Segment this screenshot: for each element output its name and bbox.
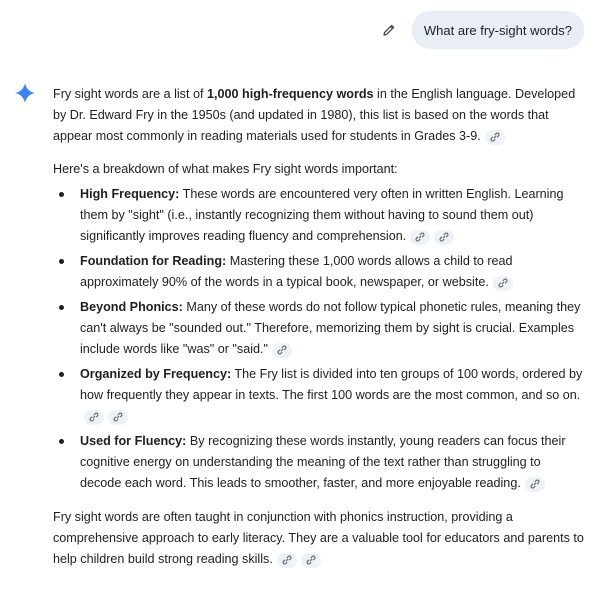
point-title: Beyond Phonics: <box>80 300 183 314</box>
link-icon <box>439 232 449 242</box>
list-item <box>53 431 585 494</box>
list-item <box>53 297 585 360</box>
list-item <box>53 364 585 427</box>
point-title: High Frequency: <box>80 187 180 201</box>
assistant-response <box>53 84 585 570</box>
sparkle-icon <box>15 83 35 103</box>
source-link-button[interactable] <box>272 343 292 358</box>
intro-text-end: in the English language. Developed by Dr. Edward Fry in the 1950s (and updated in 1980), this list is based on the words that appear most commonly in reading materials used for students in Grades 3-9. <box>53 87 576 143</box>
closing-text: Fry sight words are often taught in conjunction with phonics instruction, providing a comprehensive approach to early literacy. They are a valuable tool for educators and parents to help children build strong reading skills. <box>53 510 584 566</box>
user-prompt-text: What are fry-sight words? <box>423 22 572 38</box>
source-link-button[interactable] <box>493 276 513 291</box>
source-link-button[interactable] <box>485 130 505 145</box>
source-link-button[interactable] <box>108 410 128 425</box>
user-prompt-row <box>376 11 584 49</box>
link-icon <box>89 412 99 422</box>
point-text: These words are encountered very often in written English. Learning them by "sight" (i.e., instantly recognizing them without having to sound them out) significantly improves reading fluency and comprehension. <box>80 187 564 243</box>
intro-text-start: Fry sight words are a list of <box>53 87 207 101</box>
key-points-list <box>53 184 585 494</box>
link-icon <box>530 479 540 489</box>
source-link-button[interactable] <box>525 477 545 492</box>
list-item <box>53 184 585 247</box>
link-icon <box>415 232 425 242</box>
source-link-button[interactable] <box>277 553 297 568</box>
link-icon <box>490 132 500 142</box>
source-link-button[interactable] <box>434 230 454 245</box>
link-icon <box>113 412 123 422</box>
source-link-button[interactable] <box>84 410 104 425</box>
source-link-button[interactable] <box>410 230 430 245</box>
point-title: Foundation for Reading: <box>80 254 227 268</box>
source-link-button[interactable] <box>301 553 321 568</box>
point-text: The Fry list is divided into ten groups of 100 words, ordered by how frequently they appear in texts. The first 100 words are the most common, and so on. <box>80 367 583 402</box>
link-icon <box>306 555 316 565</box>
list-item <box>53 251 585 293</box>
point-text: By recognizing these words instantly, young readers can focus their cognitive energy on understanding the meaning of the text rather than struggling to decode each word. This leads to smoother, faster, and more enjoyable reading. <box>80 434 566 490</box>
edit-prompt-button[interactable] <box>376 17 402 43</box>
point-text: Mastering these 1,000 words allows a child to read approximately 90% of the words in a typical book, newspaper, or website. <box>80 254 513 289</box>
breakdown-lead: Here's a breakdown of what makes Fry sight words important: <box>53 162 398 176</box>
link-icon <box>498 278 508 288</box>
point-title: Organized by Frequency: <box>80 367 232 381</box>
intro-bold-text: 1,000 high-frequency words <box>206 87 374 101</box>
closing-paragraph <box>53 507 585 570</box>
point-text: Many of these words do not follow typical phonetic rules, meaning they can't always be "sounded out." Therefore, memorizing them by sight is crucial. Examples include words like "was" or "said." <box>80 300 581 356</box>
pencil-icon <box>382 23 396 37</box>
link-icon <box>277 345 287 355</box>
point-title: Used for Fluency: <box>80 434 187 448</box>
intro-paragraph <box>53 84 585 147</box>
link-icon <box>282 555 292 565</box>
user-prompt-bubble <box>412 11 584 49</box>
